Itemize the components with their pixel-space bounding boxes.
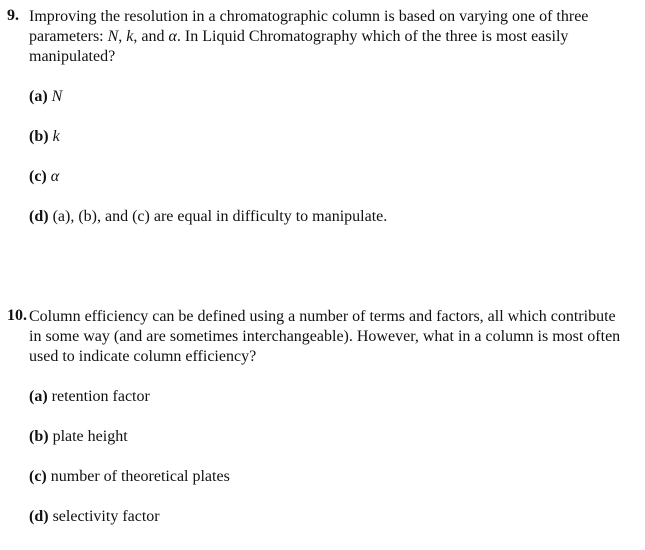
choice-d xyxy=(29,207,387,227)
question-line-2: parameters: N, k, and α. In Liquid Chromatography which of the three is most easily xyxy=(29,28,569,45)
choice-text: selectivity factor xyxy=(52,508,160,525)
question-number: 10. xyxy=(7,307,27,324)
question-line-2: in some way (and are sometimes interchangeable). However, what in a column is most often xyxy=(29,328,621,345)
choice-text: number of theoretical plates xyxy=(50,468,230,485)
choice-a xyxy=(29,87,62,107)
choice-d xyxy=(29,507,160,527)
choice-text: (a), (b), and (c) are equal in difficulty to manipulate. xyxy=(52,208,388,225)
choice-label: (a) xyxy=(29,88,48,105)
choice-b xyxy=(29,427,128,447)
question-number: 9. xyxy=(7,7,19,24)
choice-text: plate height xyxy=(52,428,128,445)
choice-c xyxy=(29,167,59,187)
choice-text: k xyxy=(52,128,60,145)
choice-b xyxy=(29,127,60,147)
choice-a xyxy=(29,387,150,407)
question-line-1: Column efficiency can be defined using a number of terms and factors, all which contribute xyxy=(29,308,616,325)
question-line-3: used to indicate column efficiency? xyxy=(29,348,257,365)
question-line-1: Improving the resolution in a chromatographic column is based on varying one of three xyxy=(29,8,589,25)
choice-text: N xyxy=(51,88,63,105)
choice-label: (d) xyxy=(29,508,49,525)
choice-label: (d) xyxy=(29,208,49,225)
choice-label: (a) xyxy=(29,388,48,405)
choice-label: (c) xyxy=(29,168,47,185)
choice-label: (c) xyxy=(29,468,47,485)
question-line-3: manipulated? xyxy=(29,48,116,65)
choice-label: (b) xyxy=(29,428,49,445)
choice-text: retention factor xyxy=(51,388,150,405)
choice-c xyxy=(29,467,230,487)
choice-text: α xyxy=(50,168,60,185)
choice-label: (b) xyxy=(29,128,49,145)
